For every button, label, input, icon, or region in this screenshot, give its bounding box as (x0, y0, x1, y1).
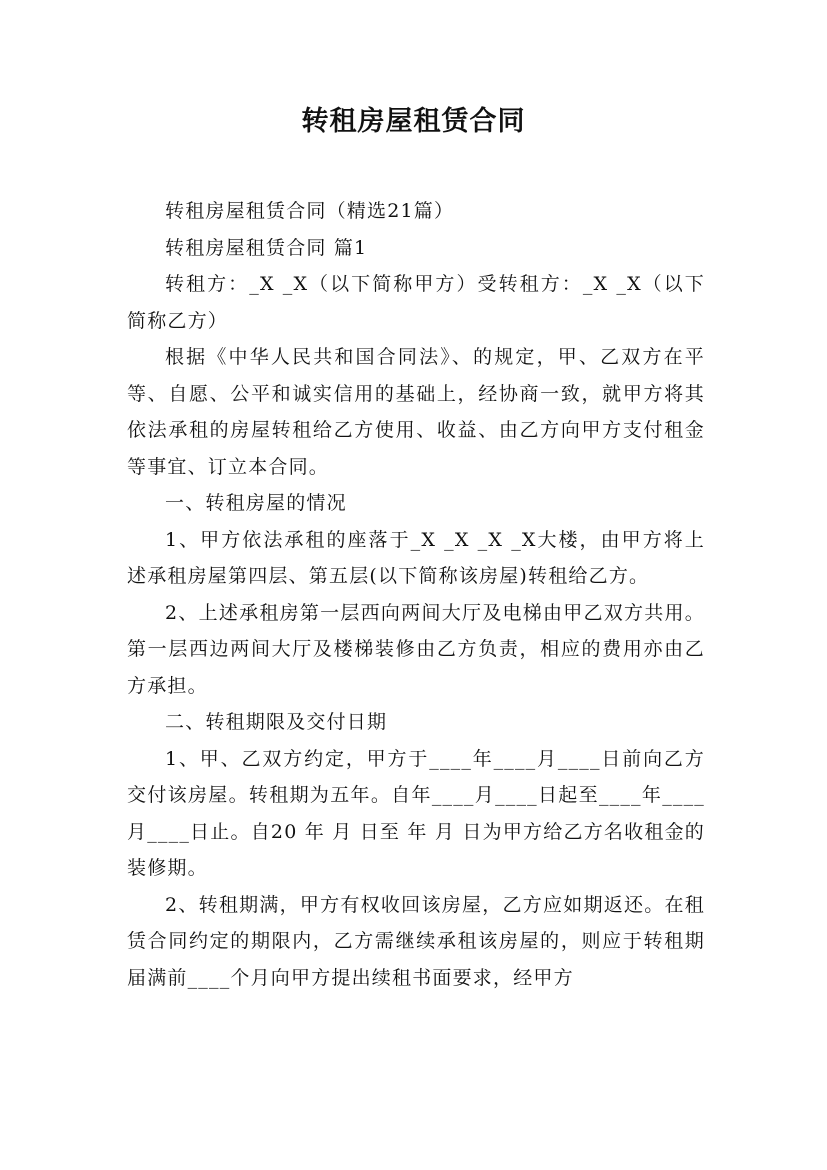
document-title: 转租房屋租赁合同 (301, 106, 526, 137)
paragraph-clause-1-1: 1、甲方依法承租的座落于_X _X _X _X大楼，由甲方将上述承租房屋第四层、第五层(以下简称该房屋)转租给乙方。 (127, 528, 705, 587)
paragraph-section-heading: 转租房屋租赁合同 篇1 (165, 236, 368, 259)
document-body (127, 193, 705, 996)
paragraph-clause-2-1: 1、甲、乙双方约定，甲方于____年____月____日前向乙方交付该房屋。转租期为五年。自年____月____日起至____年____月____日止。自20 年 月 日至 年 月 日为甲方给乙方名收租金的装修期。 (127, 747, 705, 879)
paragraph-subtitle: 转租房屋租赁合同（精选21篇） (165, 200, 455, 222)
paragraph-clause-heading-2: 二、转租期限及交付日期 (165, 711, 388, 733)
paragraph-clause-1-2: 2、上述承租房第一层西向两间大厅及电梯由甲乙双方共用。第一层西边两间大厅及楼梯装修由乙方负责，相应的费用亦由乙方承担。 (127, 601, 705, 697)
paragraph-preamble: 根据《中华人民共和国合同法》、的规定，甲、乙双方在平等、自愿、公平和诚实信用的基础上，经协商一致，就甲方将其依法承租的房屋转租给乙方使用、收益、由乙方向甲方支付租金等事宜、订立本合同。 (127, 346, 705, 478)
paragraph-clause-2-2: 2、转租期满，甲方有权收回该房屋，乙方应如期返还。在租赁合同约定的期限内，乙方需继续承租该房屋的，则应于转租期届满前____个月向甲方提出续租书面要求，经甲方 (127, 893, 705, 989)
paragraph-parties: 转租方：_X _X（以下简称甲方）受转租方：_X _X（以下简称乙方） (127, 273, 705, 332)
paragraph-clause-heading-1: 一、转租房屋的情况 (165, 492, 347, 514)
